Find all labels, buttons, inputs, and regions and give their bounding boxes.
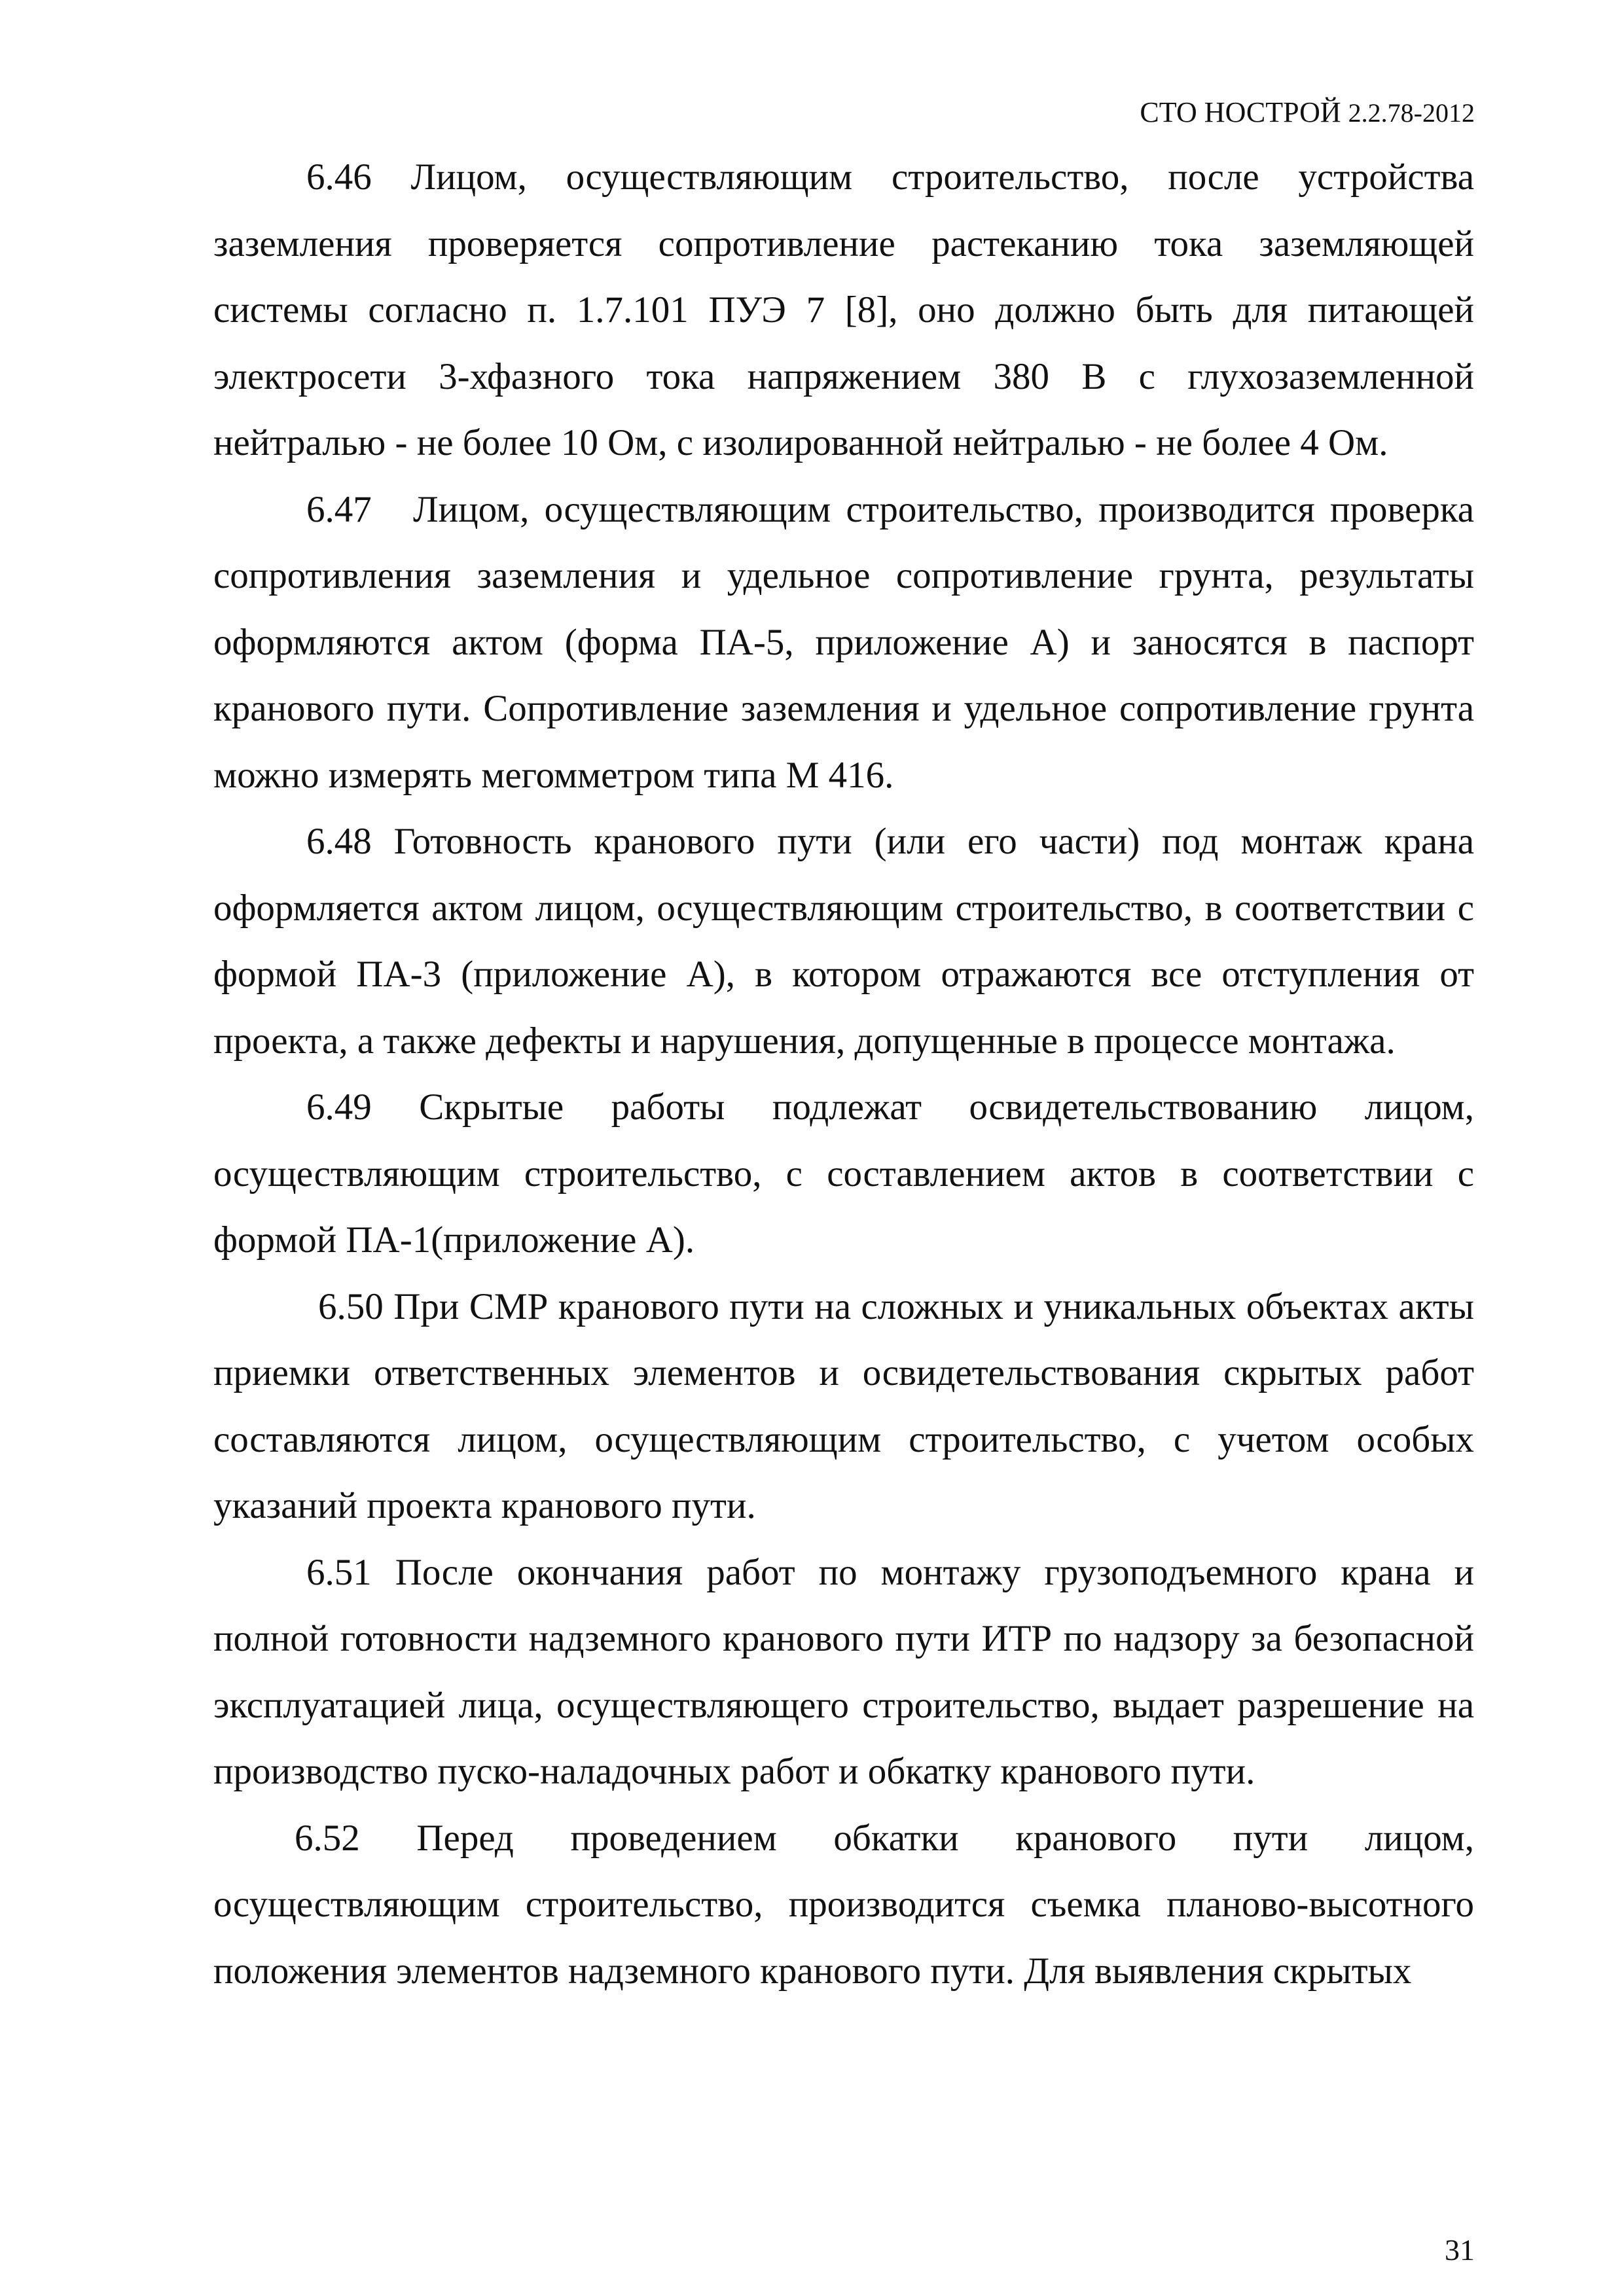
paragraph-number: 6.49: [306, 1086, 372, 1128]
paragraph-number: 6.52: [295, 1817, 360, 1859]
paragraph-6-48: [213, 808, 1474, 1074]
paragraph-6-46: [213, 144, 1474, 476]
page-number: 31: [1445, 2233, 1475, 2267]
paragraph-number: 6.51: [306, 1551, 372, 1593]
paragraph-text: Перед проведением обкатки кранового пути лицом, осуществляющим строительство, производится съемка планово-высотного положения элементов надземного кранового пути. Для выявления скрытых: [213, 1817, 1475, 1992]
paragraph-number: 6.48: [306, 821, 372, 862]
paragraph-6-49: [213, 1074, 1474, 1274]
standard-code-prefix: СТО НОСТРОЙ: [1140, 96, 1341, 128]
paragraph-text: При СМР кранового пути на сложных и уникальных объектах акты приемки ответственных элементов и освидетельствования скрытых работ составляются лицом, осуществляющим строительство, с учетом особых указаний проекта кранового пути.: [213, 1285, 1475, 1526]
paragraph-6-50: [213, 1274, 1474, 1539]
paragraph-number: 6.50: [318, 1285, 384, 1327]
document-header: [1140, 93, 1475, 133]
paragraph-text: Лицом, осуществляющим строительство, после устройства заземления проверяется сопротивление растеканию тока заземляющей системы согласно п. 1.7.101 ПУЭ 7 [8], оно должно быть для питающей электросети 3-хфазного тока напряжением 380 В с глухозаземленной нейтралью - не более 10 Ом, с изолированной нейтралью - не более 4 Ом.: [213, 156, 1474, 463]
paragraph-6-52: [213, 1805, 1474, 2005]
paragraph-text: После окончания работ по монтажу грузоподъемного крана и полной готовности надземного кранового пути ИТР по надзору за безопасной эксплуатацией лица, осуществляющего строительство, выдает разрешение на производство пуско-наладочных работ и обкатку кранового пути.: [213, 1551, 1475, 1792]
paragraph-number: 6.46: [306, 156, 372, 198]
paragraph-6-47: [213, 476, 1474, 809]
paragraph-6-51: [213, 1539, 1474, 1805]
paragraph-text: Готовность кранового пути (или его части) под монтаж крана оформляется актом лицом, осуществляющим строительство, в соответствии с формой ПА-3 (приложение А), в котором отражаются все отступления от проекта, а также дефекты и нарушения, допущенные в процессе монтажа.: [213, 821, 1474, 1062]
standard-code-number: 2.2.78-2012: [1348, 98, 1475, 128]
document-body: [213, 144, 1474, 2004]
paragraph-text: Лицом, осуществляющим строительство, производится проверка сопротивления заземления и удельное сопротивление грунта, результаты оформляются актом (форма ПА-5, приложение А) и заносятся в паспорт кранового пути. Сопротивление заземления и удельное сопротивление грунта можно измерять мегомметром типа М 416.: [213, 488, 1474, 796]
paragraph-text: Скрытые работы подлежат освидетельствованию лицом, осуществляющим строительство, с составлением актов в соответствии с формой ПА-1(приложение А).: [213, 1086, 1474, 1261]
paragraph-number: 6.47: [306, 488, 372, 530]
